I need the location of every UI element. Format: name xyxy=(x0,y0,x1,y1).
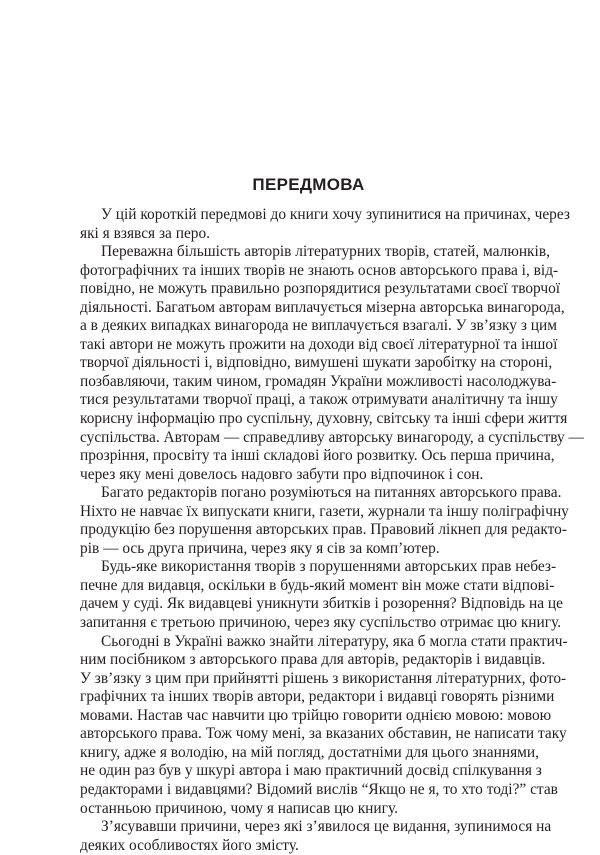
text-line: останньою причиною, чому я написав цю книгу. xyxy=(80,799,398,817)
text-line: рів — ось друга причина, через яку я сів за комп’ютер. xyxy=(80,539,440,557)
text-line: а в деяких випадках винагорода не виплачується взагалі. У зв’язку з цим xyxy=(80,317,557,335)
text-line: повідно, не можуть правильно розпорядитися результатами своєї творчої xyxy=(80,280,561,298)
text-line: З’ясувавши причини, через які з’явилося це видання, зупинимося на xyxy=(101,818,552,836)
paragraph-5 xyxy=(80,632,568,818)
paragraph-1 xyxy=(80,206,570,243)
text-line: Переважна більшість авторів літературних творів, статей, малюнків, xyxy=(101,243,550,261)
text-line: ним посібником з авторського права для авторів, редакторів і видавців. xyxy=(80,651,546,669)
text-line: У зв’язку з цим при прийнятті рішень з використання літературних, фото- xyxy=(80,669,567,687)
text-line: графічних та інших творів автори, редактори і видавці говорять різними xyxy=(80,688,555,706)
document-page xyxy=(80,174,584,855)
text-line: корисну інформацію про суспільну, духовну, світську та інші сфери життя xyxy=(80,410,568,428)
paragraph-2 xyxy=(80,243,584,484)
text-line: суспільства. Авторам — справедливу авторську винагороду, а суспільству — xyxy=(80,428,584,446)
paragraph-4 xyxy=(80,558,563,632)
text-line: Будь-яке використання творів з порушеннями авторських прав небез- xyxy=(101,558,557,576)
text-line: Сьогодні в Україні важко знайти літературу, яка б могла стати практич- xyxy=(101,632,568,650)
text-line: які я взявся за перо. xyxy=(80,224,211,242)
paragraph-6 xyxy=(80,818,552,855)
text-line: через яку мені довелось надовго забути про відпочинок і сон. xyxy=(80,465,484,483)
text-line: фотографічних та інших творів не знають основ авторського права і, від- xyxy=(80,261,559,279)
text-line: тися результатами творчої праці, а також отримувати аналітичну та іншу xyxy=(80,391,558,409)
text-line: продукцію без порушення авторських прав. Правовий лікнеп для редакто- xyxy=(80,521,567,539)
text-line: книгу, адже я володію, на мій погляд, достатніми для цього знаннями, xyxy=(80,743,539,761)
text-line: не один раз був у шкурі автора і маю практичний досвід спілкування з xyxy=(80,762,542,780)
text-line: авторського права. Тож чому мені, за вказаних обставин, не написати таку xyxy=(80,725,567,743)
text-line: позбавляючи, таким чином, громадян України можливості насолоджува- xyxy=(80,372,557,390)
text-line: творчої діяльності і, відповідно, вимушені шукати заробітку на стороні, xyxy=(80,354,553,372)
text-line: мовами. Настав час навчити цю трійцю говорити однією мовою: мовою xyxy=(80,706,552,724)
text-line: такі автори не можуть прожити на доходи від своєї літературної та іншої xyxy=(80,335,558,353)
text-line: запитання є третьою причиною, через яку суспільство отримає цю книгу. xyxy=(80,614,562,632)
text-line: деяких особливостях його змісту. xyxy=(80,836,299,854)
text-line: діяльності. Багатьом авторам виплачується мізерна авторська винагорода, xyxy=(80,298,565,316)
text-line: печне для видавця, оскільки в будь-який момент він може стати відпові- xyxy=(80,576,555,594)
text-line: редакторами і видавцями? Відомий вислів “Якщо не я, то хто тоді?” став xyxy=(80,780,558,798)
text-line: прозріння, просвіту та інші складові його розвитку. Ось перша причина, xyxy=(80,447,555,465)
text-line: Ніхто не навчає їх випускати книги, газети, журнали та іншу поліграфічну xyxy=(80,502,569,520)
text-line: У цій короткій передмові до книги хочу зупинитися на причинах, через xyxy=(101,206,570,223)
paragraph-3 xyxy=(80,484,569,558)
text-line: дачем у суді. Як видавцеві уникнути збитків і розорення? Відповідь на це xyxy=(80,595,563,613)
page-title: ПЕРЕДМОВА xyxy=(252,175,365,194)
text-line: Багато редакторів погано розуміються на питаннях авторського права. xyxy=(101,484,562,502)
